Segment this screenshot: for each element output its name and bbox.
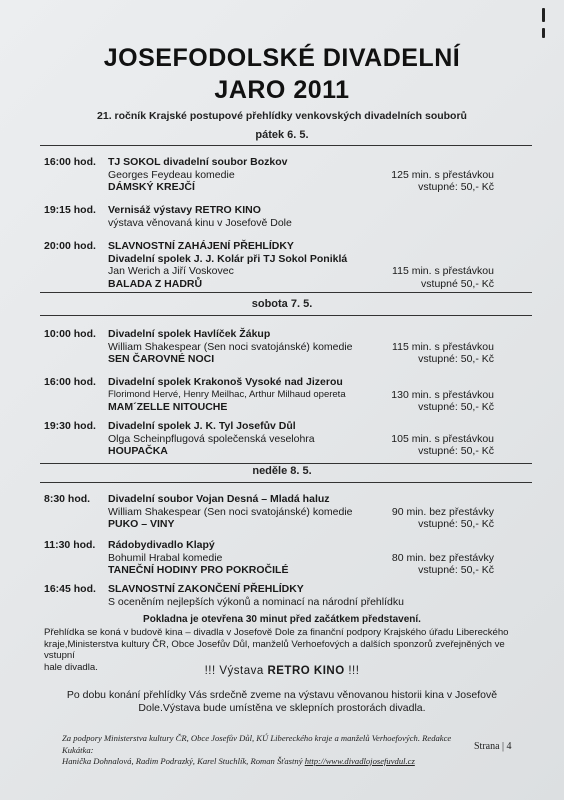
event-duration: 105 min. s přestávkou [391, 432, 494, 445]
invite-line: Po dobu konání přehlídky Vás srdečně zveme na výstavu věnovanou historii kina v Josefově [66, 689, 498, 701]
event-ensemble: Divadelní spolek J. J. Kolár při TJ Sokol Poniklá [108, 252, 348, 265]
event-author: Olga Scheinpflugová společenská veselohra [108, 432, 315, 445]
event-time: 10:00 hod. [44, 328, 96, 340]
invite-line: Dole.Výstava bude umístěna ve sklepních prostorách divadla. [138, 702, 426, 714]
venue-note-line: Přehlídka se koná v budově kina – divadla v Josefově Dole za finanční podpory Krajského úřadu Libereckého [44, 627, 509, 638]
event-time: 16:00 hod. [44, 376, 96, 388]
event-duration: 80 min. bez přestávky [391, 551, 494, 564]
event-price: vstupné: 50,- Kč [418, 353, 494, 365]
event-heading: SLAVNOSTNÍ ZAKONČENÍ PŘEHLÍDKY [108, 583, 304, 595]
event-heading: SLAVNOSTNÍ ZAHÁJENÍ PŘEHLÍDKY [108, 240, 294, 252]
event-description: S oceněním nejlepších výkonů a nominací na národní přehlídku [108, 595, 404, 608]
edge-mark [542, 8, 545, 22]
event-author: Bohumil Hrabal komedie [108, 551, 223, 564]
retro-exhibition-banner [0, 665, 564, 677]
box-office-note: Pokladna je otevřena 30 minut před začátkem představení. [143, 614, 421, 625]
event-time: 19:15 hod. [44, 204, 96, 216]
event-author: William Shakespear (Sen noci svatojánské) komedie [108, 340, 353, 353]
event-time: 11:30 hod. [44, 539, 96, 551]
website-link[interactable]: http://www.divadlojosefuvdul.cz [304, 756, 415, 766]
edge-mark [542, 28, 545, 38]
event-author: Georges Feydeau komedie [108, 168, 235, 181]
event-duration: 115 min. s přestávkou [392, 265, 494, 277]
event-title: HOUPAČKA [108, 445, 168, 457]
event-duration: 115 min. s přestávkou [392, 340, 494, 353]
day-heading: pátek 6. 5. [255, 129, 309, 141]
divider [40, 315, 532, 316]
event-price: vstupné: 50,- Kč [418, 564, 494, 576]
event-time: 16:45 hod. [44, 583, 96, 595]
event-price: vstupné: 50,- Kč [418, 401, 494, 413]
event-time: 20:00 hod. [44, 240, 96, 252]
event-ensemble: TJ SOKOL divadelní soubor Bozkov [108, 156, 288, 168]
retro-highlight: RETRO KINO [267, 665, 345, 677]
divider [40, 482, 532, 483]
event-author: Florimond Hervé, Henry Meilhac, Arthur Milhaud opereta [108, 388, 346, 400]
retro-prefix: !!! Výstava [204, 665, 268, 677]
event-ensemble: Rádobydivadlo Klapý [108, 539, 215, 551]
event-ensemble: Divadelní soubor Vojan Desná – Mladá haluz [108, 493, 330, 505]
event-title: PUKO – VINY [108, 518, 175, 530]
event-title: MAM´ZELLE NITOUCHE [108, 401, 228, 413]
footer-line: Za podpory Ministerstva kultury ČR, Obce Josefův Důl, KÚ Libereckého kraje a manželů Verhoefových. Redakce Kukátka: [62, 733, 452, 755]
event-price: vstupné: 50,- Kč [418, 445, 494, 457]
venue-note-line: kraje,Ministerstva kultury ČR, Obce Josefův Důl, manželů Verhoefových a dalších sponzorů zveřejněných ve vstupní [44, 638, 505, 661]
event-title: TANEČNÍ HODINY PRO POKROČILÉ [108, 564, 289, 576]
retro-suffix: !!! [344, 665, 360, 677]
event-description: výstava věnovaná kinu v Josefově Dole [108, 216, 292, 229]
event-ensemble: Divadelní spolek Krakonoš Vysoké nad Jizerou [108, 376, 343, 388]
divider [40, 463, 532, 464]
page-subtitle: 21. ročník Krajské postupové přehlídky venkovských divadelních souborů [97, 110, 467, 122]
event-ensemble: Divadelní spolek J. K. Tyl Josefův Důl [108, 420, 296, 432]
page-title-line1: JOSEFODOLSKÉ DIVADELNÍ [103, 44, 461, 72]
event-time: 16:00 hod. [44, 156, 96, 168]
page-title-line2: JARO 2011 [214, 76, 350, 104]
event-heading: Vernisáž výstavy RETRO KINO [108, 204, 261, 216]
event-time: 19:30 hod. [44, 420, 96, 432]
footer-line: Hanička Dohnalová, Radim Podrazký, Karel Stuchlík, Roman Šťastný [62, 756, 303, 766]
event-duration: 90 min. bez přestávky [391, 505, 494, 518]
event-title: SEN ČAROVNÉ NOCI [108, 353, 215, 365]
event-duration: 125 min. s přestávkou [391, 168, 494, 181]
event-title: BALADA Z HADRŮ [108, 277, 203, 290]
event-duration: 130 min. s přestávkou [391, 388, 494, 401]
event-author: Jan Werich a Jiří Voskovec [108, 265, 234, 277]
event-ensemble: Divadelní spolek Havlíček Žákup [108, 328, 271, 340]
venue-note-line: hale divadla. [44, 661, 98, 673]
event-price: vstupné: 50,- Kč [418, 518, 494, 530]
event-author: William Shakespear (Sen noci svatojánské) komedie [108, 505, 353, 518]
divider [40, 145, 532, 146]
day-heading: sobota 7. 5. [251, 298, 313, 310]
day-heading: neděle 8. 5. [252, 465, 312, 477]
event-price: vstupné 50,- Kč [421, 277, 494, 290]
event-time: 8:30 hod. [44, 493, 91, 505]
footer-credits [62, 733, 482, 768]
page-number: Strana | 4 [474, 741, 512, 752]
event-price: vstupné: 50,- Kč [418, 181, 494, 193]
event-title: DÁMSKÝ KREJČÍ [108, 181, 195, 193]
exhibition-invite [60, 689, 504, 715]
divider [40, 292, 532, 293]
